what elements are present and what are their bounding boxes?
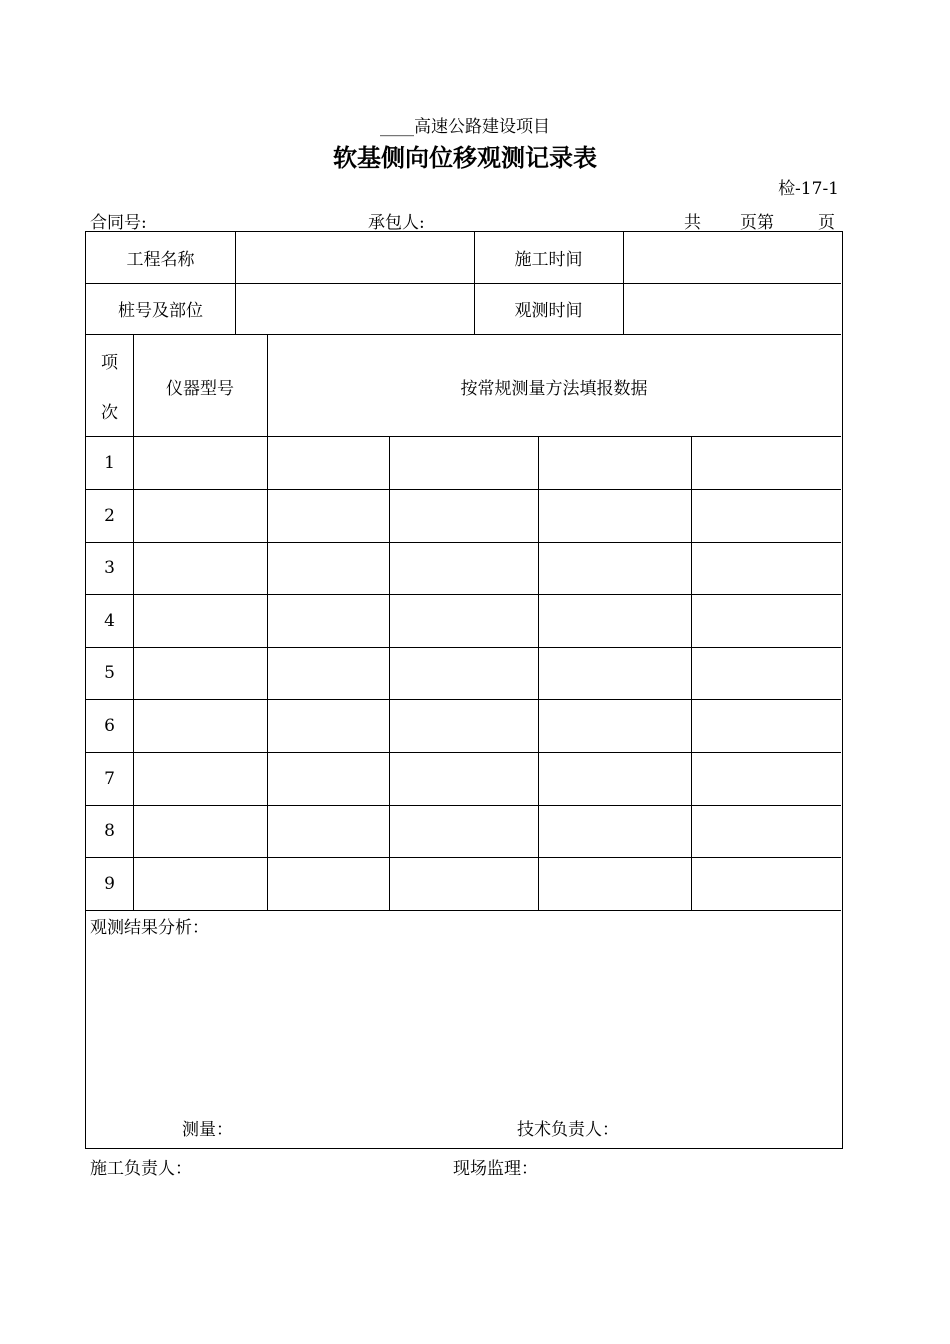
row-number: 6 (104, 715, 115, 736)
row-divider (86, 594, 841, 595)
item-label-bottom: 次 (101, 402, 118, 423)
row-divider (86, 699, 841, 700)
contract-label: 合同号: (90, 213, 147, 233)
project-name-label: 工程名称 (126, 250, 195, 270)
observation-time-label: 观测时间 (514, 301, 583, 321)
project-subtitle: ____高速公路建设项目 (380, 117, 550, 137)
row-divider (86, 436, 841, 437)
form-title: 软基侧向位移观测记录表 (333, 144, 597, 172)
row-number: 2 (104, 505, 115, 526)
row-number: 9 (104, 873, 115, 894)
observation-time-field[interactable] (624, 283, 841, 334)
instrument-label: 仪器型号 (166, 379, 234, 399)
page-mid-label: 页第 (740, 213, 774, 233)
row-number: 5 (104, 663, 115, 683)
row-divider (86, 805, 841, 806)
row-number: 8 (104, 821, 115, 841)
row-number: 7 (104, 768, 115, 789)
col-divider (389, 436, 390, 910)
row-divider (86, 647, 841, 648)
col-divider (538, 436, 539, 910)
station-label: 桩号及部位 (118, 301, 203, 321)
construction-time-field[interactable] (624, 232, 841, 283)
construction-lead-label: 施工负责人： (90, 1159, 192, 1179)
row-divider (86, 857, 841, 858)
page-total-label: 共 (684, 213, 701, 233)
row-number: 1 (104, 452, 115, 473)
supervisor-label: 现场监理： (453, 1159, 538, 1179)
analysis-label: 观测结果分析： (90, 917, 209, 938)
row-number: 3 (104, 558, 115, 578)
surveyor-label: 测量： (182, 1119, 233, 1140)
col-divider (691, 436, 692, 910)
data-label: 按常规测量方法填报数据 (460, 379, 648, 399)
row-divider (86, 542, 841, 543)
construction-time-label: 施工时间 (514, 250, 583, 270)
page-end-label: 页 (818, 213, 835, 233)
item-label-top: 项 (101, 352, 118, 373)
row-divider (86, 752, 841, 753)
project-name-field[interactable] (236, 232, 474, 283)
station-field[interactable] (236, 283, 474, 334)
form-code: 检-17-1 (778, 179, 839, 199)
tech-lead-label: 技术负责人： (517, 1119, 619, 1140)
row-divider (86, 489, 841, 490)
record-form-table (85, 231, 843, 1149)
row-number: 4 (104, 610, 115, 631)
row-divider (86, 910, 841, 911)
contractor-label: 承包人: (368, 213, 425, 233)
